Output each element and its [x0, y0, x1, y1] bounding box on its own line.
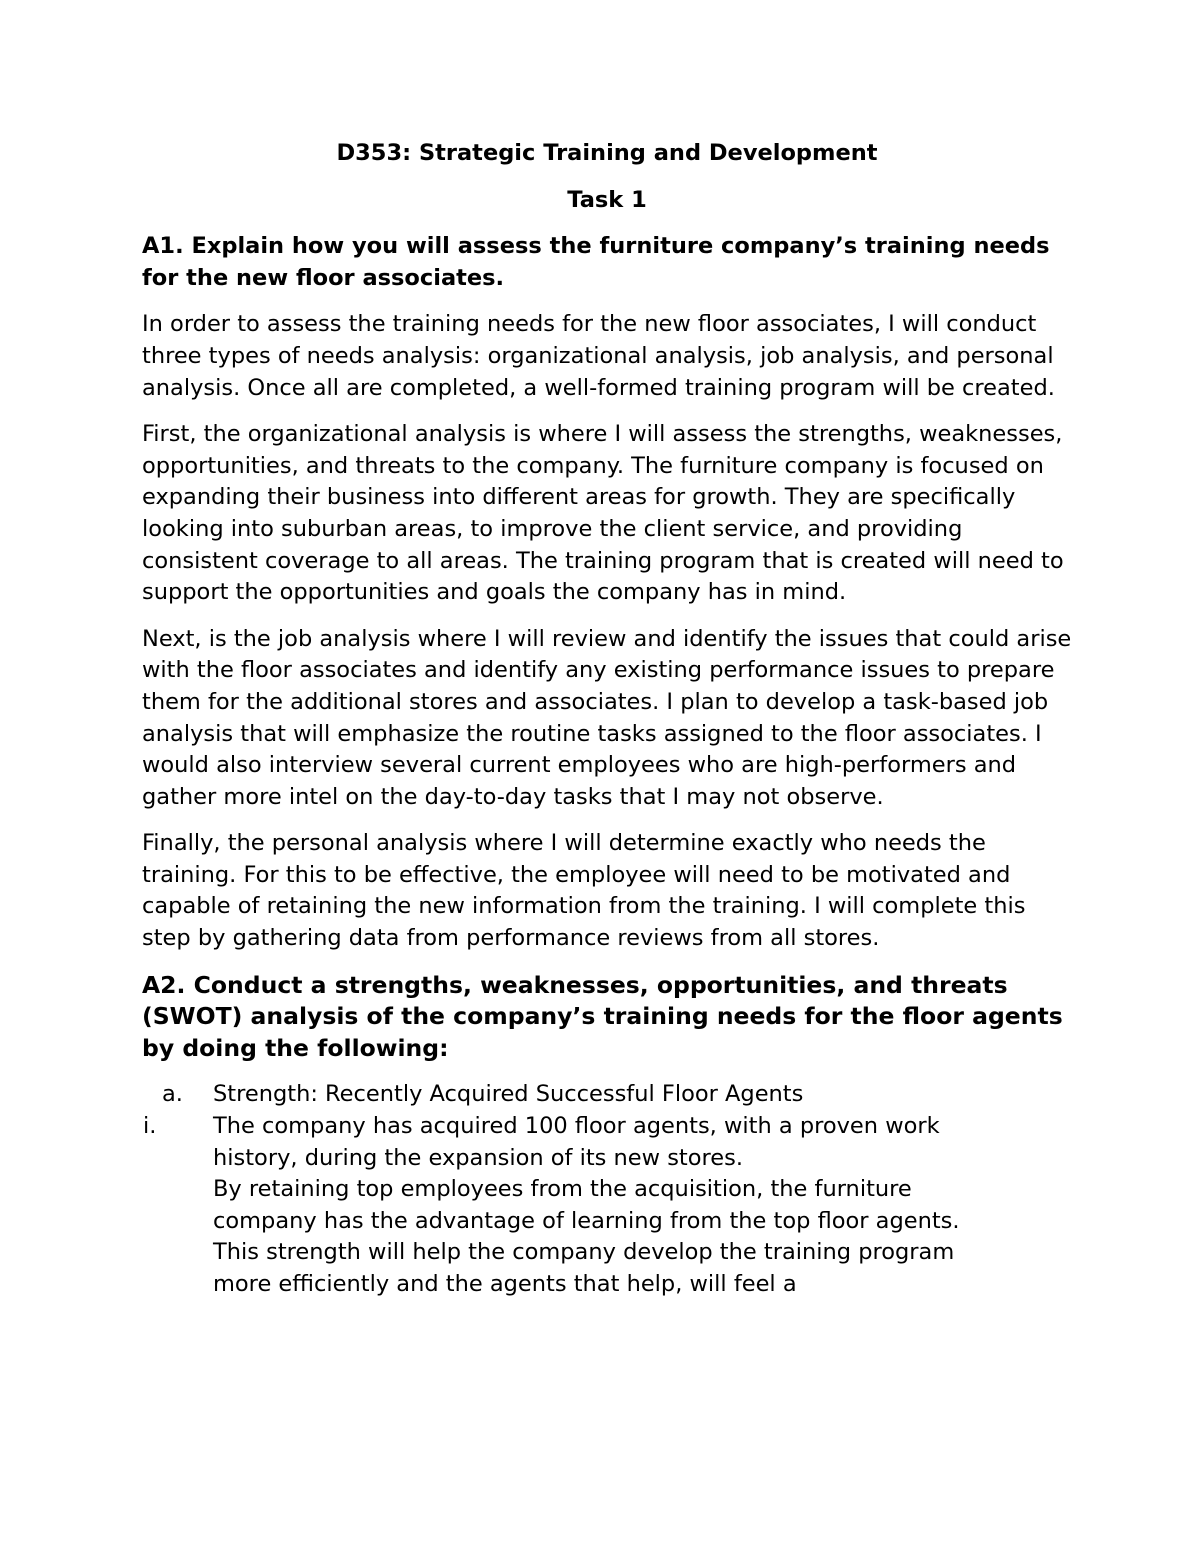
paragraph-intro: In order to assess the training needs for the new floor associates, I will conduct three types of needs analysis: organizational analysis, job analysis, and personal analysis. Once all are completed, a well-formed training program will be created. — [142, 311, 1055, 401]
paragraph-organizational-analysis: First, the organizational analysis is where I will assess the strengths, weaknesses, opportunities, and threats to the company. The furniture company is focused on expanding their business into different areas for growth. They are specifically looking into suburban areas, to improve the client service, and providing consistent coverage to all areas. The training program that is created will need to support the opportunities and goals the company has in mind. — [142, 421, 1064, 606]
sublist-text-2: By retaining top employees from the acquisition, the furniture company has the advantage of learning from the top floor agents. This strength will help the company develop the training program more efficiently and the agents that help, will feel a — [213, 1176, 960, 1297]
list-item-strength — [142, 1079, 1072, 1300]
sublist-item — [143, 1111, 1002, 1301]
list-marker-a: a. — [162, 1081, 183, 1108]
task-label: Task 1 — [567, 186, 647, 213]
section-a2-heading: A2. Conduct a strengths, weaknesses, opportunities, and threats (SWOT) analysis of the company’s training needs for the floor agents by doing the following: — [142, 970, 1063, 1062]
document-body — [142, 138, 1072, 1301]
strength-sublist — [143, 1111, 1072, 1301]
paragraph-personal-analysis: Finally, the personal analysis where I will determine exactly who needs the training. For this to be effective, the employee will need to be motivated and capable of retaining the new information from the training. I will complete this step by gathering data from performance reviews from all stores. — [142, 830, 1026, 952]
list-marker-i: i. — [143, 1113, 157, 1140]
sublist-text-1: The company has acquired 100 floor agents, with a proven work history, during the expansion of its new stores. — [213, 1113, 940, 1171]
document-title: D353: Strategic Training and Development — [336, 140, 878, 166]
strength-label: Strength: Recently Acquired Successful Floor Agents — [213, 1081, 804, 1108]
swot-list — [142, 1079, 1072, 1300]
paragraph-job-analysis: Next, is the job analysis where I will review and identify the issues that could arise with the floor associates and identify any existing performance issues to prepare them for the additional stores and associates. I plan to develop a task-based job analysis that will emphasize the routine tasks assigned to the floor associates. I would also interview several current employees who are high-performers and gather more intel on the day-to-day tasks that I may not observe. — [142, 625, 1072, 810]
section-a1-heading: A1. Explain how you will assess the furniture company’s training needs for the new floor associates. — [142, 233, 1050, 291]
